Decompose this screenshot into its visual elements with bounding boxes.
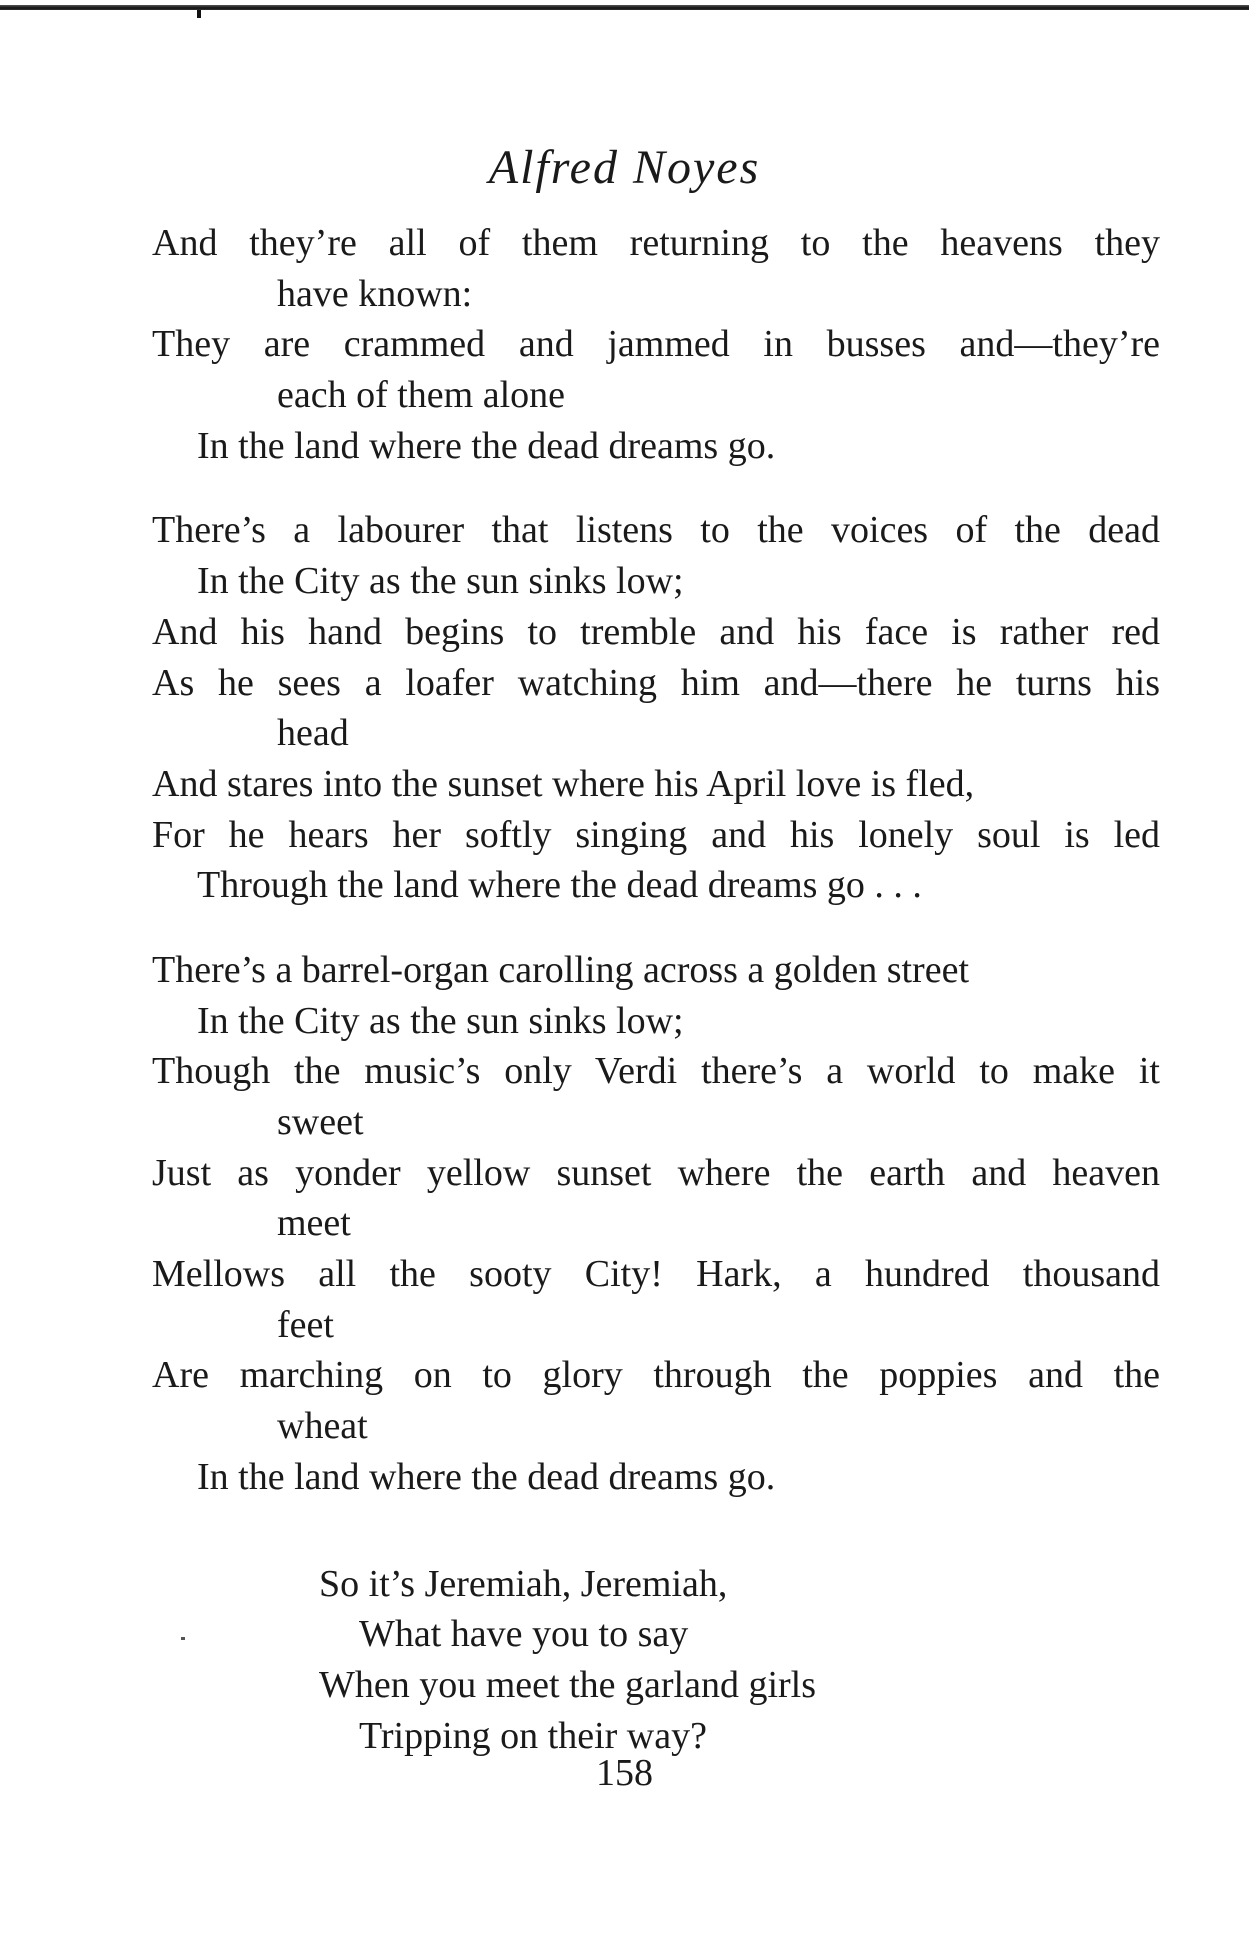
stanza-2 bbox=[152, 505, 1160, 911]
verse-line: Are marching on to glory through the poppies and the bbox=[152, 1354, 1160, 1397]
verse-line-continuation: have known: bbox=[277, 272, 473, 315]
chorus-line: So it’s Jeremiah, Jeremiah, bbox=[319, 1562, 728, 1605]
running-head: Alfred Noyes bbox=[488, 141, 761, 194]
verse-line: They are crammed and jammed in busses and—they’re bbox=[152, 323, 1160, 366]
chorus-line: Tripping on their way? bbox=[359, 1714, 707, 1757]
verse-line-continuation: each of them alone bbox=[277, 374, 566, 417]
verse-line: For he hears her softly singing and his lonely soul is led bbox=[152, 813, 1160, 856]
verse-line: Just as yonder yellow sunset where the earth and heaven bbox=[152, 1151, 1160, 1194]
page-number: 158 bbox=[596, 1752, 653, 1794]
verse-line-continuation: sweet bbox=[277, 1101, 364, 1143]
refrain-line: In the City as the sun sinks low; bbox=[197, 560, 684, 603]
verse-line-continuation: wheat bbox=[277, 1405, 368, 1448]
poem-body bbox=[152, 218, 1160, 1761]
verse-line: And they’re all of them returning to the heavens they bbox=[152, 222, 1160, 264]
stanza-1 bbox=[152, 218, 1160, 471]
verse-line: And his hand begins to tremble and his face is rather red bbox=[152, 610, 1160, 653]
verse-line: And stares into the sunset where his April love is fled, bbox=[152, 762, 975, 805]
print-speck bbox=[181, 1637, 185, 1640]
verse-line-continuation: head bbox=[277, 712, 349, 755]
refrain-line: In the City as the sun sinks low; bbox=[197, 999, 684, 1042]
verse-line-continuation: feet bbox=[277, 1303, 334, 1346]
chorus-stanza bbox=[152, 1559, 1160, 1762]
refrain-line: In the land where the dead dreams go. bbox=[197, 424, 776, 467]
verse-line: Mellows all the sooty City! Hark, a hundred thousand bbox=[152, 1253, 1160, 1296]
stanza-gap bbox=[152, 1503, 1160, 1559]
chorus-line: What have you to say bbox=[359, 1613, 689, 1656]
refrain-line: In the land where the dead dreams go. bbox=[197, 1455, 776, 1498]
verse-line: There’s a barrel-organ carolling across a golden street bbox=[152, 948, 969, 991]
top-rule bbox=[0, 5, 1249, 10]
stanza-gap bbox=[152, 911, 1160, 945]
verse-line-continuation: meet bbox=[277, 1202, 351, 1245]
verse-line: There’s a labourer that listens to the voices of the dead bbox=[152, 509, 1160, 552]
stanza-gap bbox=[152, 471, 1160, 505]
chorus-line: When you meet the garland girls bbox=[319, 1663, 817, 1706]
stanza-3 bbox=[152, 945, 1160, 1503]
verse-line: Though the music’s only Verdi there’s a world to make it bbox=[152, 1050, 1160, 1093]
refrain-line: Through the land where the dead dreams go . . . bbox=[197, 864, 922, 907]
top-rule-mark bbox=[197, 10, 201, 18]
verse-line: As he sees a loafer watching him and—there he turns his bbox=[152, 661, 1160, 704]
